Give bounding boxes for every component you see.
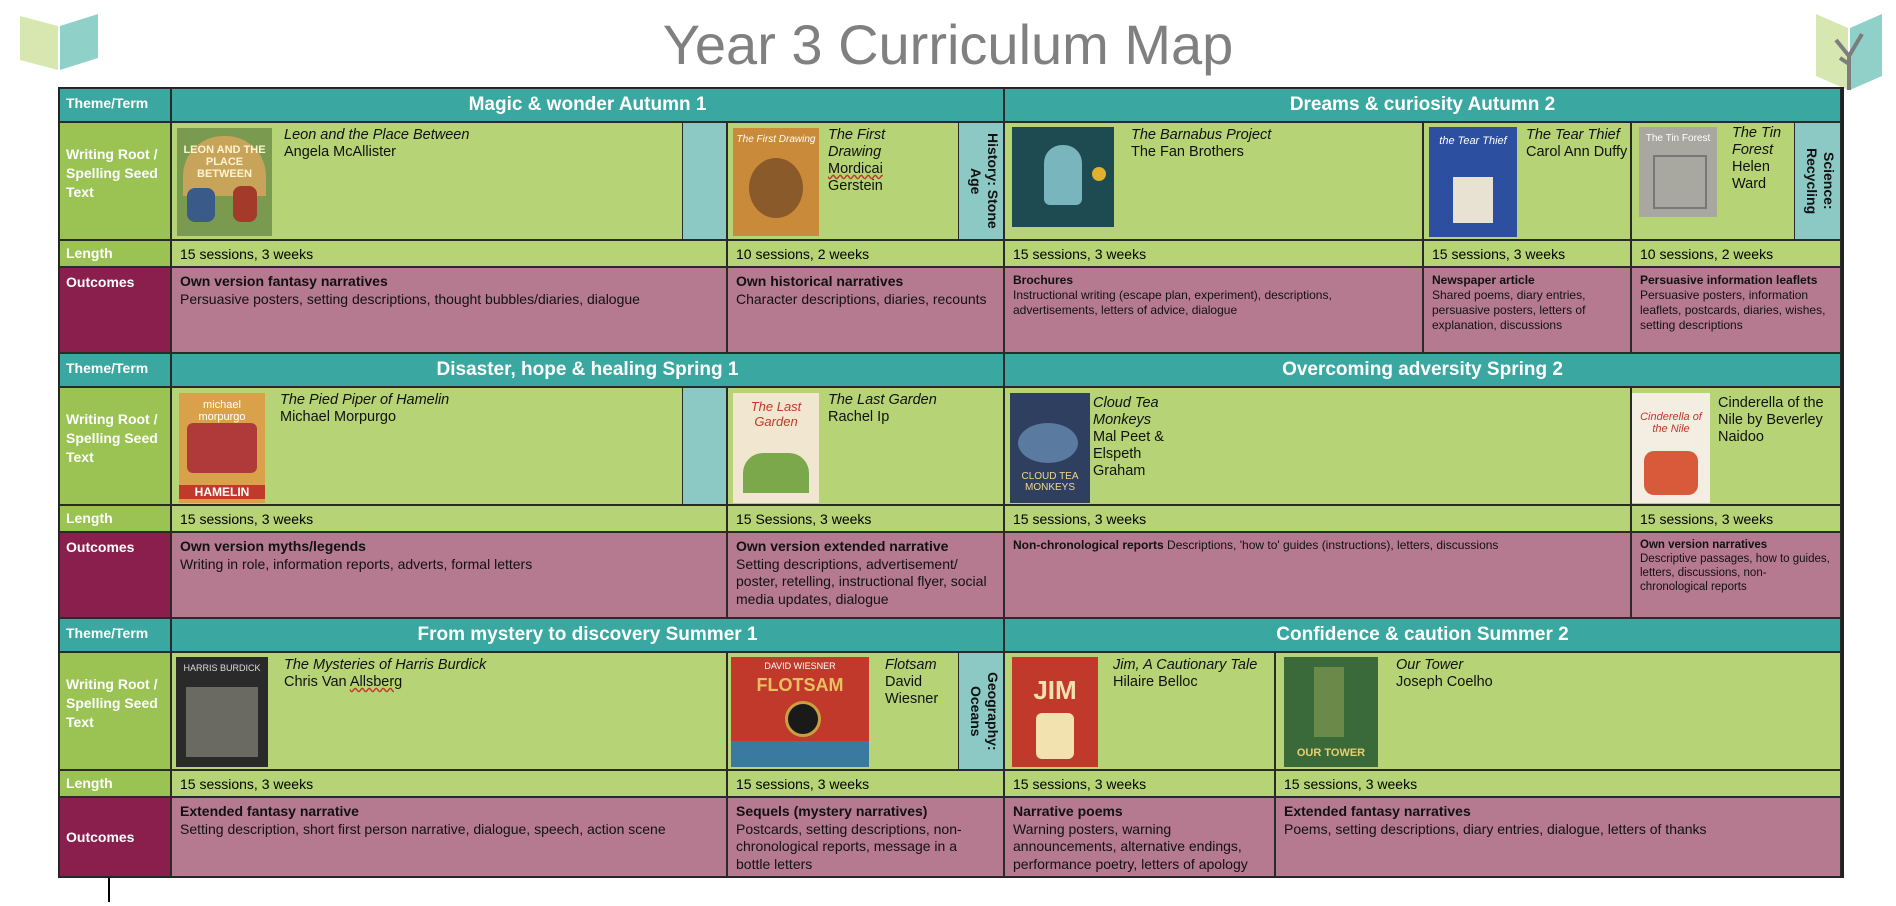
book-title: The Tear Thief — [1526, 127, 1620, 143]
term-heading-autumn-2: Dreams & curiosity Autumn 2 — [1004, 88, 1841, 122]
book-cover-tear-thief — [1429, 127, 1517, 237]
book-cover-text: HAMELIN — [179, 485, 265, 499]
book-author: The Fan Brothers — [1131, 144, 1244, 160]
book-author: Carol Ann Duffy — [1526, 144, 1628, 160]
text-cursor — [108, 878, 110, 902]
book-title: Our Tower — [1396, 657, 1464, 673]
row-label-length: Length — [59, 505, 171, 532]
subject-strip-empty — [682, 123, 727, 239]
book-info — [1093, 395, 1173, 480]
outcome-heading: Narrative poems — [1013, 803, 1123, 819]
book-cover-text: The Last Garden — [750, 399, 802, 429]
book-title: The Tin Forest — [1732, 125, 1782, 158]
book-cover-harris-burdick — [176, 657, 268, 767]
tree-logo-icon — [1814, 12, 1884, 97]
book-cover-text: CLOUD TEA MONKEYS — [1021, 471, 1079, 493]
subject-label: Science: Recycling — [1804, 147, 1837, 215]
book-cell-first-drawing — [727, 122, 1004, 240]
outcome-details: Writing in role, information reports, adverts, formal letters — [180, 555, 533, 572]
book-cover-cinderella — [1632, 393, 1710, 503]
outcome-heading: Non-chronological reports — [1013, 538, 1164, 552]
book-cover-text: Cinderella of the Nile — [1640, 411, 1702, 435]
length-cell: 15 sessions, 3 weeks — [171, 505, 727, 532]
outcomes-cell — [1004, 532, 1631, 618]
book-cover-text: OUR TOWER — [1296, 747, 1366, 759]
length-cell: 15 sessions, 3 weeks — [1275, 770, 1841, 797]
book-cover-tin-forest — [1639, 127, 1717, 217]
book-cell-tear-thief — [1423, 122, 1631, 240]
row-label-writing-root: Writing Root / Spelling Seed Text — [59, 652, 171, 770]
book-info — [885, 657, 957, 708]
book-author: Rachel Ip — [828, 409, 890, 425]
book-cell-barnabus — [1004, 122, 1423, 240]
book-cell-tin-forest — [1631, 122, 1841, 240]
book-info — [1526, 127, 1630, 161]
book-author: Angela McAllister — [284, 144, 397, 160]
book-cell-cinderella-nile — [1631, 387, 1841, 505]
subject-strip-geography — [958, 653, 1004, 769]
subject-label: History: Stone Age — [968, 133, 1001, 229]
book-cell-cloud-tea — [1004, 387, 1631, 505]
row-label-length: Length — [59, 240, 171, 267]
row-label-theme: Theme/Term — [59, 88, 171, 122]
book-author: Helen Ward — [1732, 159, 1770, 192]
row-label-outcomes: Outcomes — [59, 267, 171, 353]
outcome-heading: Own version narratives — [1640, 539, 1768, 551]
book-title: The First Drawing — [828, 127, 886, 160]
book-cover-text: michael morpurgo — [198, 399, 246, 423]
book-info — [1718, 395, 1838, 446]
outcome-details: Persuasive posters, setting descriptions, thought bubbles/diaries, dialogue — [180, 290, 640, 307]
length-cell: 15 sessions, 3 weeks — [1631, 505, 1841, 532]
outcome-details: Postcards, setting descriptions, non-chronological reports, message in a bottle letters — [736, 820, 962, 872]
book-cover-pied-piper — [179, 393, 265, 503]
row-label-theme: Theme/Term — [59, 618, 171, 652]
outcomes-cell — [727, 267, 1004, 353]
book-author: David Wiesner — [885, 674, 939, 707]
length-cell: 10 sessions, 2 weeks — [1631, 240, 1841, 267]
outcomes-cell — [1004, 267, 1423, 353]
length-cell: 15 sessions, 3 weeks — [1004, 505, 1631, 532]
book-title: The Last Garden — [828, 392, 937, 408]
outcome-details: Setting descriptions, advertisement/ poster, retelling, instructional flyer, social media updates, dialogue — [736, 555, 987, 607]
book-cell-flotsam — [727, 652, 1004, 770]
book-title: The Pied Piper of Hamelin — [280, 392, 450, 408]
outcomes-cell — [171, 267, 727, 353]
outcomes-cell — [727, 532, 1004, 618]
book-info — [1396, 657, 1696, 691]
outcome-heading: Persuasive information leaflets — [1640, 273, 1818, 287]
length-cell: 15 sessions, 3 weeks — [171, 770, 727, 797]
length-cell: 15 sessions, 3 weeks — [1004, 770, 1275, 797]
book-cover-last-garden — [733, 393, 819, 503]
outcomes-cell — [1275, 797, 1841, 877]
book-cover-first-drawing — [733, 128, 819, 236]
outcome-heading: Extended fantasy narratives — [1284, 803, 1471, 819]
term-heading-autumn-1: Magic & wonder Autumn 1 — [171, 88, 1004, 122]
book-author: Mal Peet & Elspeth Graham — [1093, 429, 1164, 479]
book-author: Joseph Coelho — [1396, 674, 1493, 690]
book-cover-flotsam — [731, 657, 869, 767]
row-label-outcomes: Outcomes — [59, 532, 171, 618]
book-info — [1732, 125, 1796, 193]
book-title: Cloud Tea Monkeys — [1093, 395, 1159, 428]
row-label-outcomes: Outcomes — [59, 797, 171, 877]
book-cell-leon — [171, 122, 727, 240]
outcomes-cell — [1004, 797, 1275, 877]
book-cover-text: The Tin Forest — [1645, 133, 1711, 144]
subject-strip-empty — [682, 388, 727, 504]
outcome-heading: Own version extended narrative — [736, 538, 949, 554]
outcomes-cell — [727, 797, 1004, 877]
term-heading-spring-1: Disaster, hope & healing Spring 1 — [171, 353, 1004, 387]
outcomes-cell — [171, 797, 727, 877]
subject-label: Geography: Oceans — [968, 671, 1001, 751]
book-cover-cloud-tea — [1010, 393, 1090, 503]
book-cell-jim — [1004, 652, 1275, 770]
outcomes-cell — [1631, 532, 1841, 618]
outcome-details: Setting description, short first person narrative, dialogue, speech, action scene — [180, 820, 666, 837]
book-info — [828, 392, 998, 426]
book-info — [828, 127, 924, 195]
book-title: Jim, A Cautionary Tale — [1113, 657, 1258, 673]
book-info — [1131, 127, 1411, 161]
subject-strip-science — [1794, 123, 1841, 239]
outcome-details: Character descriptions, diaries, recounts — [736, 290, 987, 307]
book-cell-our-tower — [1275, 652, 1841, 770]
curriculum-table — [58, 87, 1844, 878]
length-cell: 15 sessions, 3 weeks — [1423, 240, 1631, 267]
outcome-details: Instructional writing (escape plan, experiment), descriptions, advertisements, letters of advice, dialogue — [1013, 288, 1332, 317]
book-author-last: Gerstein — [828, 178, 883, 194]
subject-strip-history — [958, 123, 1004, 239]
length-cell: 15 sessions, 3 weeks — [727, 770, 1004, 797]
book-cover-text: HARRIS BURDICK — [183, 663, 261, 673]
book-cover-text: JIM — [1033, 675, 1077, 705]
book-info — [284, 127, 664, 161]
book-author — [284, 674, 402, 690]
term-heading-spring-2: Overcoming adversity Spring 2 — [1004, 353, 1841, 387]
book-info — [284, 657, 664, 691]
book-title: The Barnabus Project — [1131, 127, 1272, 143]
length-cell: 15 sessions, 3 weeks — [1004, 240, 1423, 267]
book-title: Flotsam — [885, 657, 937, 673]
length-cell: 10 sessions, 2 weeks — [727, 240, 1004, 267]
term-heading-summer-2: Confidence & caution Summer 2 — [1004, 618, 1841, 652]
outcome-details: Poems, setting descriptions, diary entries, dialogue, letters of thanks — [1284, 820, 1707, 837]
book-author-first: Chris Van — [284, 674, 350, 690]
book-title: Leon and the Place Between — [284, 127, 470, 143]
row-label-length: Length — [59, 770, 171, 797]
outcome-heading: Own version myths/legends — [180, 538, 366, 554]
book-author: Hilaire Belloc — [1113, 674, 1198, 690]
outcomes-cell — [1631, 267, 1841, 353]
book-cover-text: FLOTSAM — [756, 675, 844, 695]
book-author-first: Mordicai — [828, 161, 883, 177]
book-info — [280, 392, 660, 426]
book-cover-jim — [1012, 657, 1098, 767]
outcome-details: Descriptive passages, how to guides, letters, discussions, non-chronological reports — [1640, 553, 1830, 593]
page-title: Year 3 Curriculum Map — [662, 13, 1234, 76]
outcome-details: Persuasive posters, information leaflets, postcards, diaries, wishes, setting descriptions — [1640, 288, 1826, 332]
book-cover-text: LEON AND THE PLACE BETWEEN — [183, 144, 266, 180]
outcomes-cell — [1423, 267, 1631, 353]
outcome-heading: Own historical narratives — [736, 273, 904, 289]
length-cell: 15 sessions, 3 weeks — [171, 240, 727, 267]
outcome-details: Warning posters, warning announcements, alternative endings, performance poetry, letters of apology — [1013, 820, 1248, 872]
outcome-heading: Sequels (mystery narratives) — [736, 803, 928, 819]
row-label-writing-root: Writing Root / Spelling Seed Text — [59, 122, 171, 240]
book-cell-harris-burdick — [171, 652, 727, 770]
length-cell: 15 Sessions, 3 weeks — [727, 505, 1004, 532]
outcome-heading: Newspaper article — [1432, 273, 1535, 287]
book-title: Cinderella of the Nile by Beverley Naidoo — [1718, 395, 1824, 445]
outcome-heading: Brochures — [1013, 273, 1074, 287]
outcome-heading: Own version fantasy narratives — [180, 273, 388, 289]
book-author-last: Allsberg — [349, 674, 403, 690]
outcome-details: Shared poems, diary entries, persuasive posters, letters of explanation, discussions — [1432, 288, 1586, 332]
outcomes-cell — [171, 532, 727, 618]
book-cover-our-tower — [1284, 657, 1378, 767]
row-label-theme: Theme/Term — [59, 353, 171, 387]
book-cell-pied-piper — [171, 387, 727, 505]
book-author: Michael Morpurgo — [280, 409, 397, 425]
book-cell-last-garden — [727, 387, 1004, 505]
book-title: The Mysteries of Harris Burdick — [284, 657, 487, 673]
book-info — [1113, 657, 1273, 691]
book-cover-text: The First Drawing — [736, 134, 816, 145]
outcome-heading: Extended fantasy narrative — [180, 803, 359, 819]
term-heading-summer-1: From mystery to discovery Summer 1 — [171, 618, 1004, 652]
outcome-details: Descriptions, 'how to' guides (instructions), letters, discussions — [1167, 538, 1499, 552]
book-cover-leon — [177, 128, 272, 236]
row-label-writing-root: Writing Root / Spelling Seed Text — [59, 387, 171, 505]
book-cover-text: DAVID WIESNER — [764, 661, 836, 671]
book-cover-text: the Tear Thief — [1439, 135, 1507, 147]
book-cover-barnabus — [1012, 127, 1114, 227]
